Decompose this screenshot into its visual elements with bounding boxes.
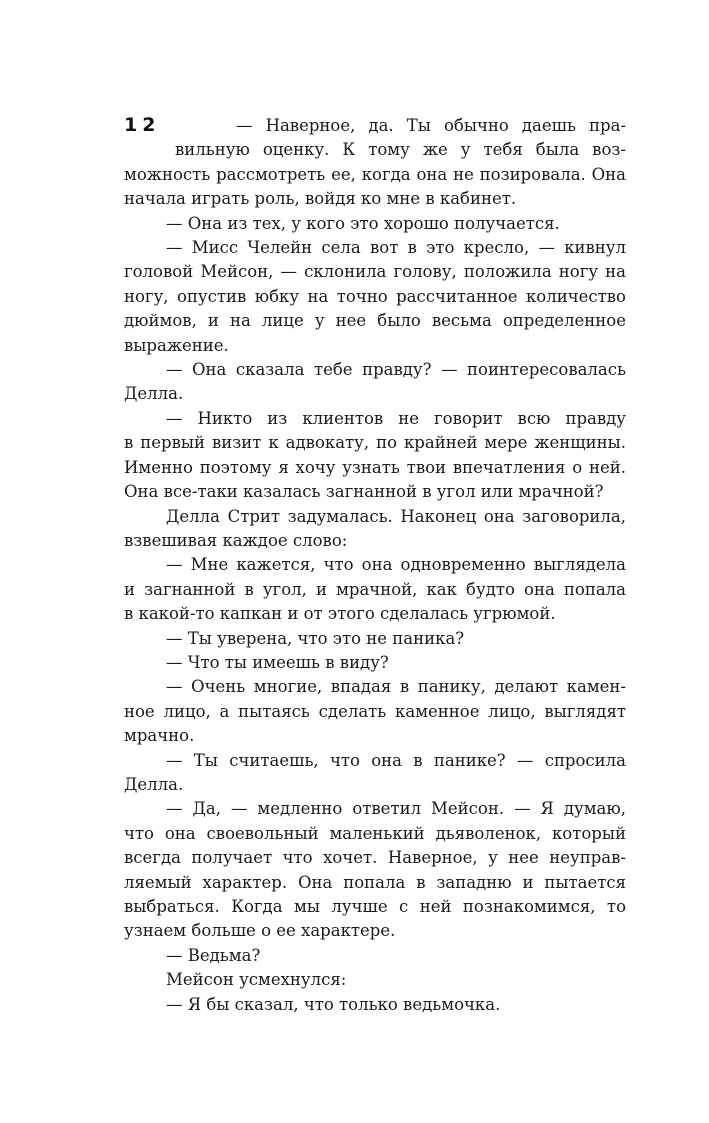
text-line: выбраться. Когда мы лучше с ней познакомимся, то xyxy=(124,897,626,916)
text-line: начала играть роль, войдя ко мне в кабинет. xyxy=(124,189,517,209)
text-line: Делла Стрит задумалась. Наконец она заговорила, xyxy=(166,506,626,526)
text-line: ляемый характер. Она попала в западню и пытается xyxy=(124,872,626,892)
text-line: что она своевольный маленький дьяволенок, который xyxy=(124,823,626,843)
text-line: взвешивая каждое слово: xyxy=(124,530,348,550)
text-line: ное лицо, а пытаясь сделать каменное лицо, выглядят xyxy=(124,701,626,721)
text-line: можность рассмотреть ее, когда она не позировала. Она xyxy=(124,164,626,184)
text-line: — Мне кажется, что она одновременно выглядела xyxy=(166,555,626,575)
text-line: — Ты считаешь, что она в панике? — спросила xyxy=(166,750,626,770)
text-line: Делла. xyxy=(124,774,184,794)
text-line: Именно поэтому я хочу узнать твои впечатления о ней. xyxy=(124,457,626,477)
text-line: в какой-то капкан и от этого сделалась угрюмой. xyxy=(124,604,556,624)
text-line: и загнанной в угол, и мрачной, как будто она попала xyxy=(124,579,626,599)
page-number: 12 xyxy=(124,114,161,136)
text-line: — Мисс Челейн села вот в это кресло, — кивнул xyxy=(166,238,626,258)
text-line: — Она сказала тебе правду? — поинтересовалась xyxy=(166,360,626,380)
text-line: узнаем больше о ее характере. xyxy=(124,921,396,941)
text-line: в первый визит к адвокату, по крайней мере женщины. xyxy=(124,433,626,453)
text-line: вильную оценку. К тому же у тебя была воз- xyxy=(175,140,626,160)
text-line: Мейсон усмехнулся: xyxy=(166,970,347,990)
text-line: — Очень многие, впадая в панику, делают камен- xyxy=(166,677,626,697)
text-line: — Ты уверена, что это не паника? xyxy=(166,628,465,648)
text-line: — Никто из клиентов не говорит всю правду xyxy=(166,408,626,428)
text-line: — Я бы сказал, что только ведьмочка. xyxy=(166,994,501,1014)
text-line: ногу, опустив юбку на точно рассчитанное количество xyxy=(124,286,626,306)
text-line: — Да, — медленно ответил Мейсон. — Я думаю, xyxy=(166,799,626,819)
text-line: мрачно. xyxy=(124,726,195,746)
text-line: дюймов, и на лице у нее было весьма определенное xyxy=(124,311,626,331)
text-line: головой Мейсон, — склонила голову, положила ногу на xyxy=(124,262,626,282)
text-line: Она все-таки казалась загнанной в угол или мрачной? xyxy=(124,482,604,502)
text-line: — Наверное, да. Ты обычно даешь пра- xyxy=(236,116,626,135)
text-line: выражение. xyxy=(124,335,229,355)
text-line: — Она из тех, у кого это хорошо получается. xyxy=(166,213,560,233)
text-line: всегда получает что хочет. Наверное, у нее неуправ- xyxy=(124,848,626,868)
text-line: — Ведьма? xyxy=(166,945,261,965)
text-line: — Что ты имеешь в виду? xyxy=(166,652,389,672)
text-line: Делла. xyxy=(124,384,184,404)
body-text xyxy=(124,114,626,1017)
